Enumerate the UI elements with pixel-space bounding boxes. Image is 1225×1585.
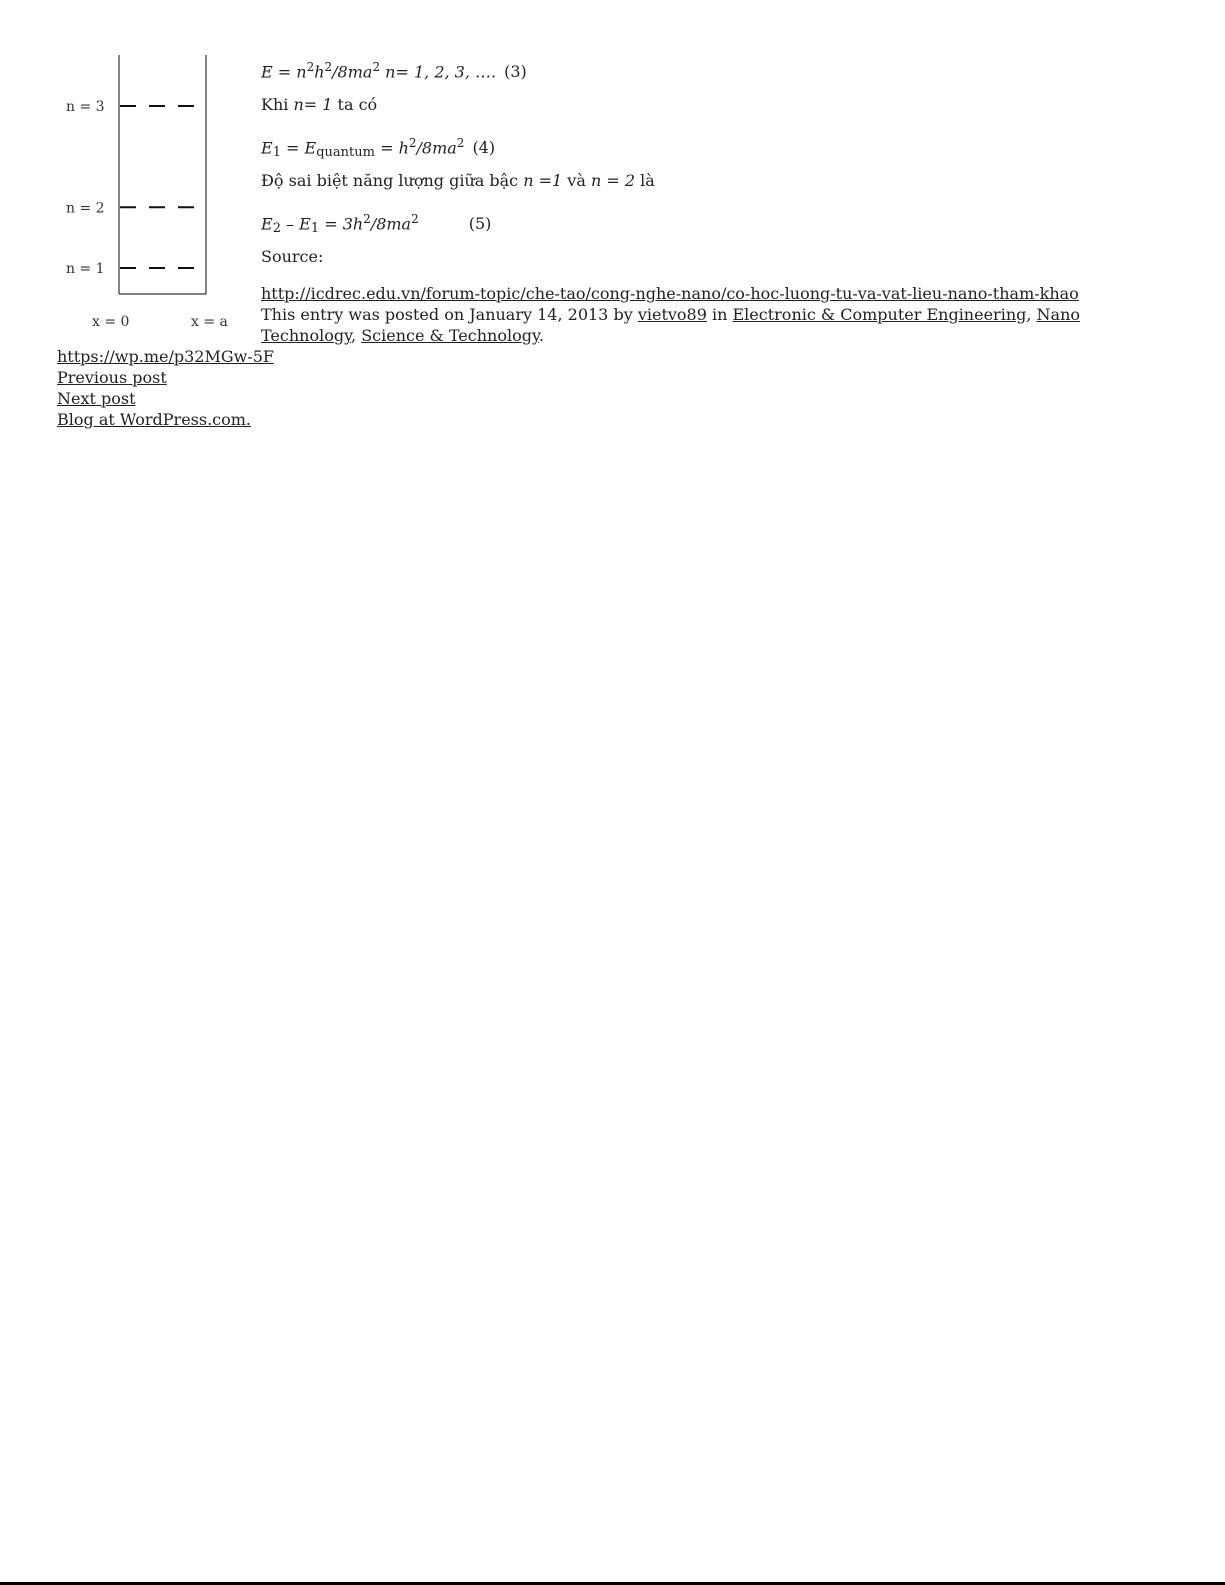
- category-link-electronic[interactable]: Electronic & Computer Engineering: [732, 305, 1027, 324]
- energy-level-diagram: [57, 50, 247, 340]
- post-navigation: [57, 346, 274, 430]
- shortlink[interactable]: https://wp.me/p32MGw-5F: [57, 347, 274, 366]
- khi-line: Khi n= 1 ta có: [261, 95, 378, 114]
- energy-levels: [66, 99, 197, 277]
- category-link-science[interactable]: Science & Technology: [361, 326, 539, 345]
- equation-number: (3): [504, 62, 527, 82]
- post-content: [261, 56, 1161, 346]
- energy-level-label-n1: n = 1: [66, 261, 105, 277]
- infinite-well-figure: [57, 50, 247, 340]
- equation-number: (5): [468, 214, 492, 234]
- energy-difference-line: Độ sai biệt năng lượng giữa bậc n =1 và n = 2 là: [261, 171, 655, 190]
- source-label: Source:: [261, 247, 324, 266]
- entry-meta: This entry was posted on January 14, 2013 by vietvo89 in Electronic & Computer Engineering, Nano Technology, Science & Technology.: [261, 305, 1081, 345]
- next-post-link[interactable]: Next post: [57, 389, 136, 408]
- equation-5: $E_2 - E_1 = 3h^2/8ma^2$ (5): [261, 212, 492, 237]
- author-link[interactable]: vietvo89: [637, 305, 707, 324]
- energy-level-label-n2: n = 2: [66, 200, 105, 217]
- previous-post-link[interactable]: Previous post: [57, 368, 167, 387]
- equation-4: $E_1 = E_{quantum} = h^2/8ma^2$ (4): [261, 136, 496, 161]
- wordpress-credit-link[interactable]: Blog at WordPress.com.: [57, 410, 252, 429]
- category-link-nano[interactable]: Nano Technology: [261, 305, 1081, 345]
- x-label-0: x = 0: [92, 314, 130, 330]
- equation-number: (4): [472, 138, 496, 158]
- source-link[interactable]: http://icdrec.edu.vn/forum-topic/che-tao/cong-nghe-nano/co-hoc-luong-tu-va-vat-lieu-nano-tham-khao: [261, 284, 1079, 303]
- equation-3: $E = n^2h^2/8ma^2$ n= 1, 2, 3, …. (3): [261, 60, 527, 82]
- x-label-a: x = a: [191, 314, 228, 330]
- energy-level-label-n3: n = 3: [66, 99, 105, 115]
